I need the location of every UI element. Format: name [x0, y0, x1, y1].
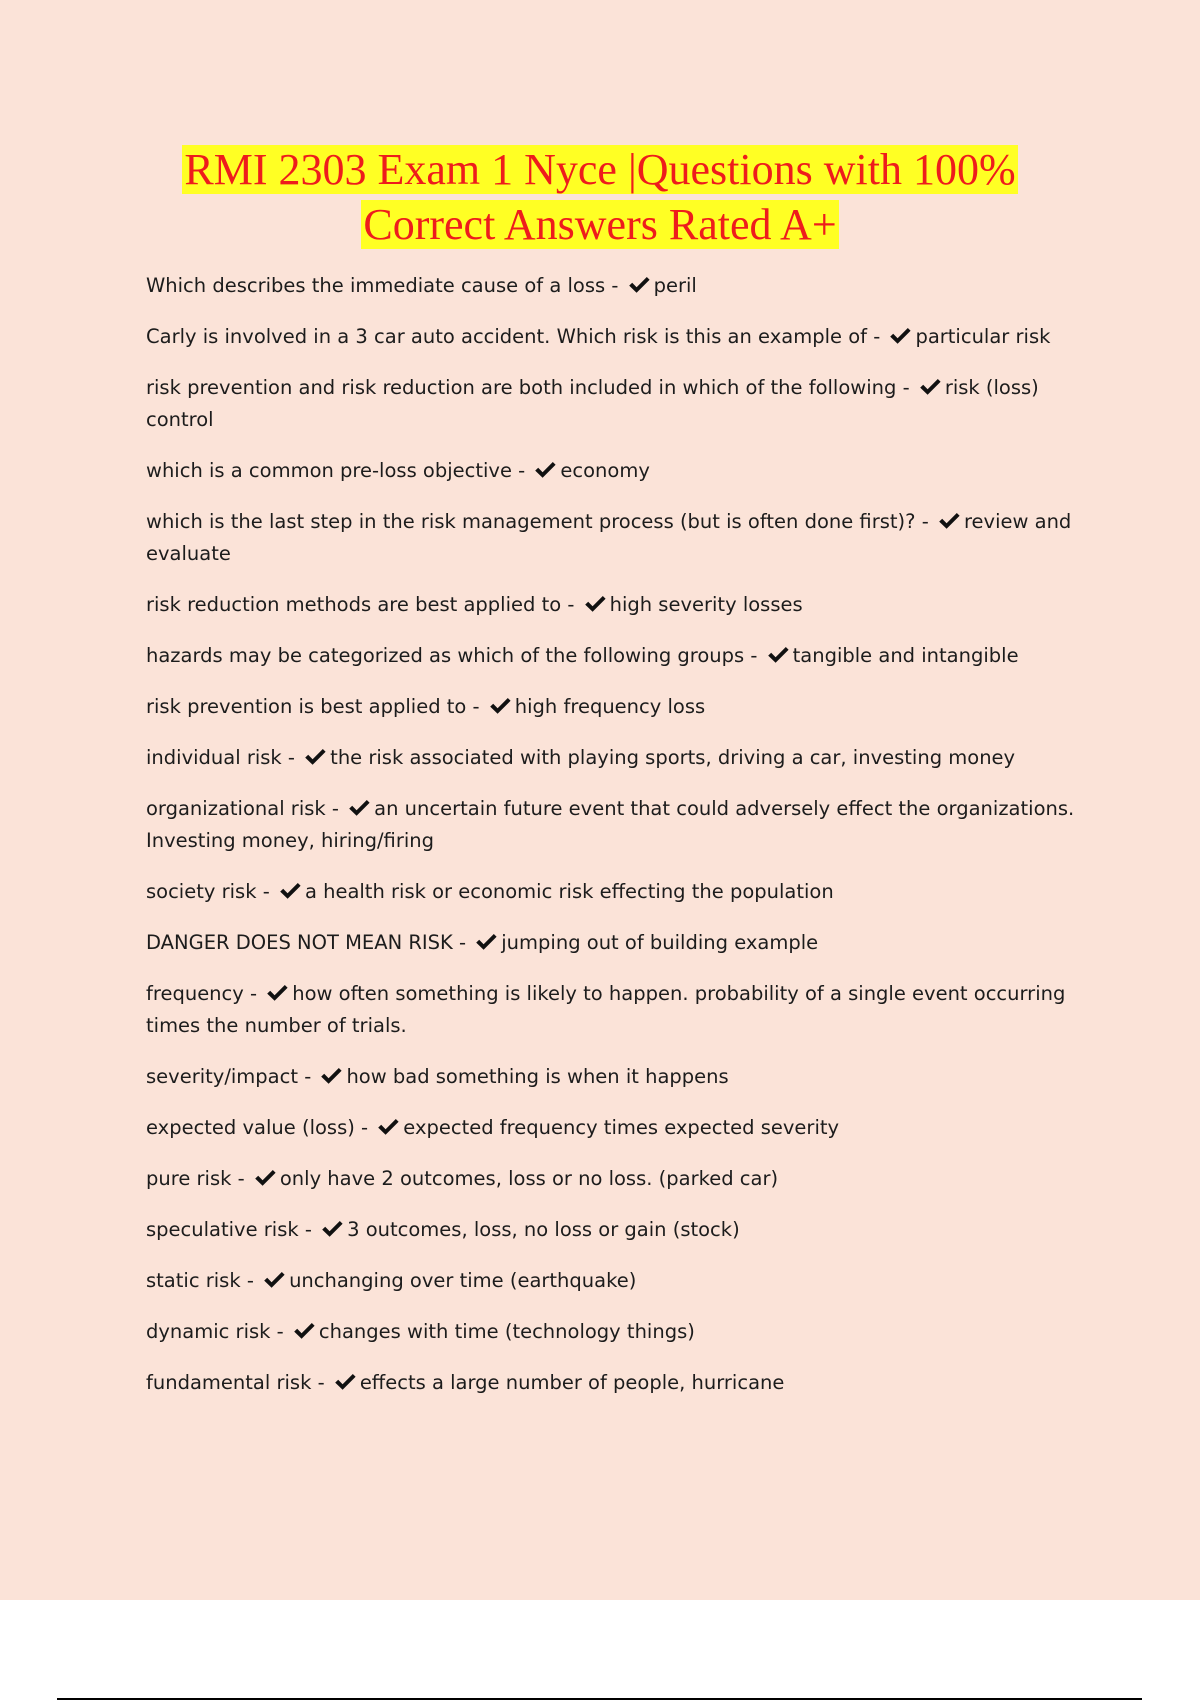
question-answer-item: [146, 876, 1091, 908]
separator-text: -: [270, 1320, 290, 1343]
answer-text: particular risk: [915, 325, 1051, 348]
question-answer-item: [146, 1061, 1091, 1093]
question-answer-item: [146, 455, 1091, 487]
question-answer-item: [146, 506, 1091, 570]
check-mark-icon: [474, 932, 498, 952]
separator-text: -: [256, 880, 276, 903]
question-answer-item: [146, 1112, 1091, 1144]
answer-text: review and evaluate: [146, 510, 1072, 565]
answer-text: only have 2 outcomes, loss or no loss. (parked car): [279, 1167, 779, 1190]
answer-text: an uncertain future event that could adversely effect the organizations. Investing money, hiring/firing: [146, 797, 1075, 852]
document-title: [0, 142, 1200, 252]
answer-text: expected frequency times expected severity: [403, 1116, 840, 1139]
check-mark-icon: [888, 326, 912, 346]
separator-text: -: [605, 274, 625, 297]
check-mark-icon: [320, 1219, 344, 1239]
question-text: Which describes the immediate cause of a loss: [146, 274, 606, 297]
separator-text: -: [311, 1371, 331, 1394]
question-answer-item: [146, 589, 1091, 621]
question-answer-item: [146, 1367, 1091, 1399]
question-text: frequency: [146, 982, 244, 1005]
question-text: Carly is involved in a 3 car auto accident. Which risk is this an example of: [146, 325, 867, 348]
separator-text: -: [466, 695, 486, 718]
question-text: fundamental risk: [146, 1371, 312, 1394]
check-mark-icon: [766, 645, 790, 665]
question-answer-item: [146, 321, 1091, 353]
question-answer-item: [146, 1265, 1091, 1297]
answer-text: the risk associated with playing sports, driving a car, investing money: [330, 746, 1016, 769]
question-answer-item: [146, 978, 1091, 1042]
separator-text: -: [561, 593, 581, 616]
separator-text: -: [298, 1218, 319, 1241]
question-text: risk reduction methods are best applied to: [146, 593, 562, 616]
answer-text: 3 outcomes, loss, no loss or gain (stock): [347, 1218, 740, 1241]
check-mark-icon: [265, 983, 289, 1003]
answer-text: high frequency loss: [514, 695, 706, 718]
answer-text: risk (loss) control: [146, 376, 1039, 431]
check-mark-icon: [376, 1117, 400, 1137]
question-text: pure risk: [146, 1167, 232, 1190]
separator-text: -: [243, 982, 264, 1005]
answer-text: how often something is likely to happen. probability of a single event occurring times the number of trials.: [146, 982, 1066, 1037]
check-mark-icon: [253, 1168, 277, 1188]
answer-text: peril: [653, 274, 697, 297]
answer-text: economy: [560, 459, 650, 482]
question-answer-item: [146, 691, 1091, 723]
answer-text: a health risk or economic risk effecting the population: [304, 880, 834, 903]
separator-text: -: [915, 510, 935, 533]
question-text: dynamic risk: [146, 1320, 271, 1343]
question-answer-item: [146, 270, 1091, 302]
separator-text: -: [744, 644, 764, 667]
answer-text: tangible and intangible: [792, 644, 1019, 667]
check-mark-icon: [292, 1321, 316, 1341]
question-text: risk prevention and risk reduction are both included in which of the following: [146, 376, 897, 399]
separator-text: -: [354, 1116, 375, 1139]
separator-text: -: [298, 1065, 318, 1088]
question-text: which is the last step in the risk management process (but is often done first)?: [146, 510, 916, 533]
answer-text: unchanging over time (earthquake): [289, 1269, 637, 1292]
question-text: risk prevention is best applied to: [146, 695, 467, 718]
question-text: hazards may be categorized as which of the following groups: [146, 644, 745, 667]
question-answer-item: [146, 372, 1091, 436]
separator-text: -: [325, 797, 346, 820]
question-text: static risk: [146, 1269, 241, 1292]
check-mark-icon: [533, 460, 557, 480]
question-text: organizational risk: [146, 797, 326, 820]
question-text: expected value (loss): [146, 1116, 355, 1139]
check-mark-icon: [937, 511, 961, 531]
separator-text: -: [896, 376, 916, 399]
question-answer-item: [146, 1316, 1091, 1348]
check-mark-icon: [347, 798, 371, 818]
question-text: individual risk: [146, 746, 282, 769]
question-answer-list: [146, 270, 1091, 1418]
question-text: speculative risk: [146, 1218, 299, 1241]
check-mark-icon: [583, 594, 607, 614]
check-mark-icon: [303, 747, 327, 767]
answer-text: effects a large number of people, hurricane: [359, 1371, 785, 1394]
question-answer-item: [146, 1214, 1091, 1246]
question-text: society risk: [146, 880, 257, 903]
separator-text: -: [281, 746, 302, 769]
check-mark-icon: [333, 1372, 357, 1392]
separator-text: -: [231, 1167, 251, 1190]
answer-text: high severity losses: [609, 593, 803, 616]
check-mark-icon: [488, 696, 512, 716]
separator-text: -: [452, 931, 473, 954]
question-text: which is a common pre-loss objective: [146, 459, 512, 482]
check-mark-icon: [278, 881, 302, 901]
question-answer-item: [146, 793, 1091, 857]
answer-text: changes with time (technology things): [318, 1320, 695, 1343]
answer-text: how bad something is when it happens: [346, 1065, 729, 1088]
question-text: DANGER DOES NOT MEAN RISK: [146, 931, 453, 954]
check-mark-icon: [627, 275, 651, 295]
check-mark-icon: [262, 1270, 286, 1290]
question-answer-item: [146, 927, 1091, 959]
title-line-2: Correct Answers Rated A+: [363, 200, 837, 249]
separator-text: -: [511, 459, 532, 482]
check-mark-icon: [918, 377, 942, 397]
question-text: severity/impact: [146, 1065, 298, 1088]
question-answer-item: [146, 640, 1091, 672]
check-mark-icon: [319, 1066, 343, 1086]
question-answer-item: [146, 1163, 1091, 1195]
separator-text: -: [867, 325, 887, 348]
separator-text: -: [240, 1269, 261, 1292]
title-line-1: RMI 2303 Exam 1 Nyce |Questions with 100%: [184, 145, 1016, 194]
question-answer-item: [146, 742, 1091, 774]
answer-text: jumping out of building example: [501, 931, 819, 954]
